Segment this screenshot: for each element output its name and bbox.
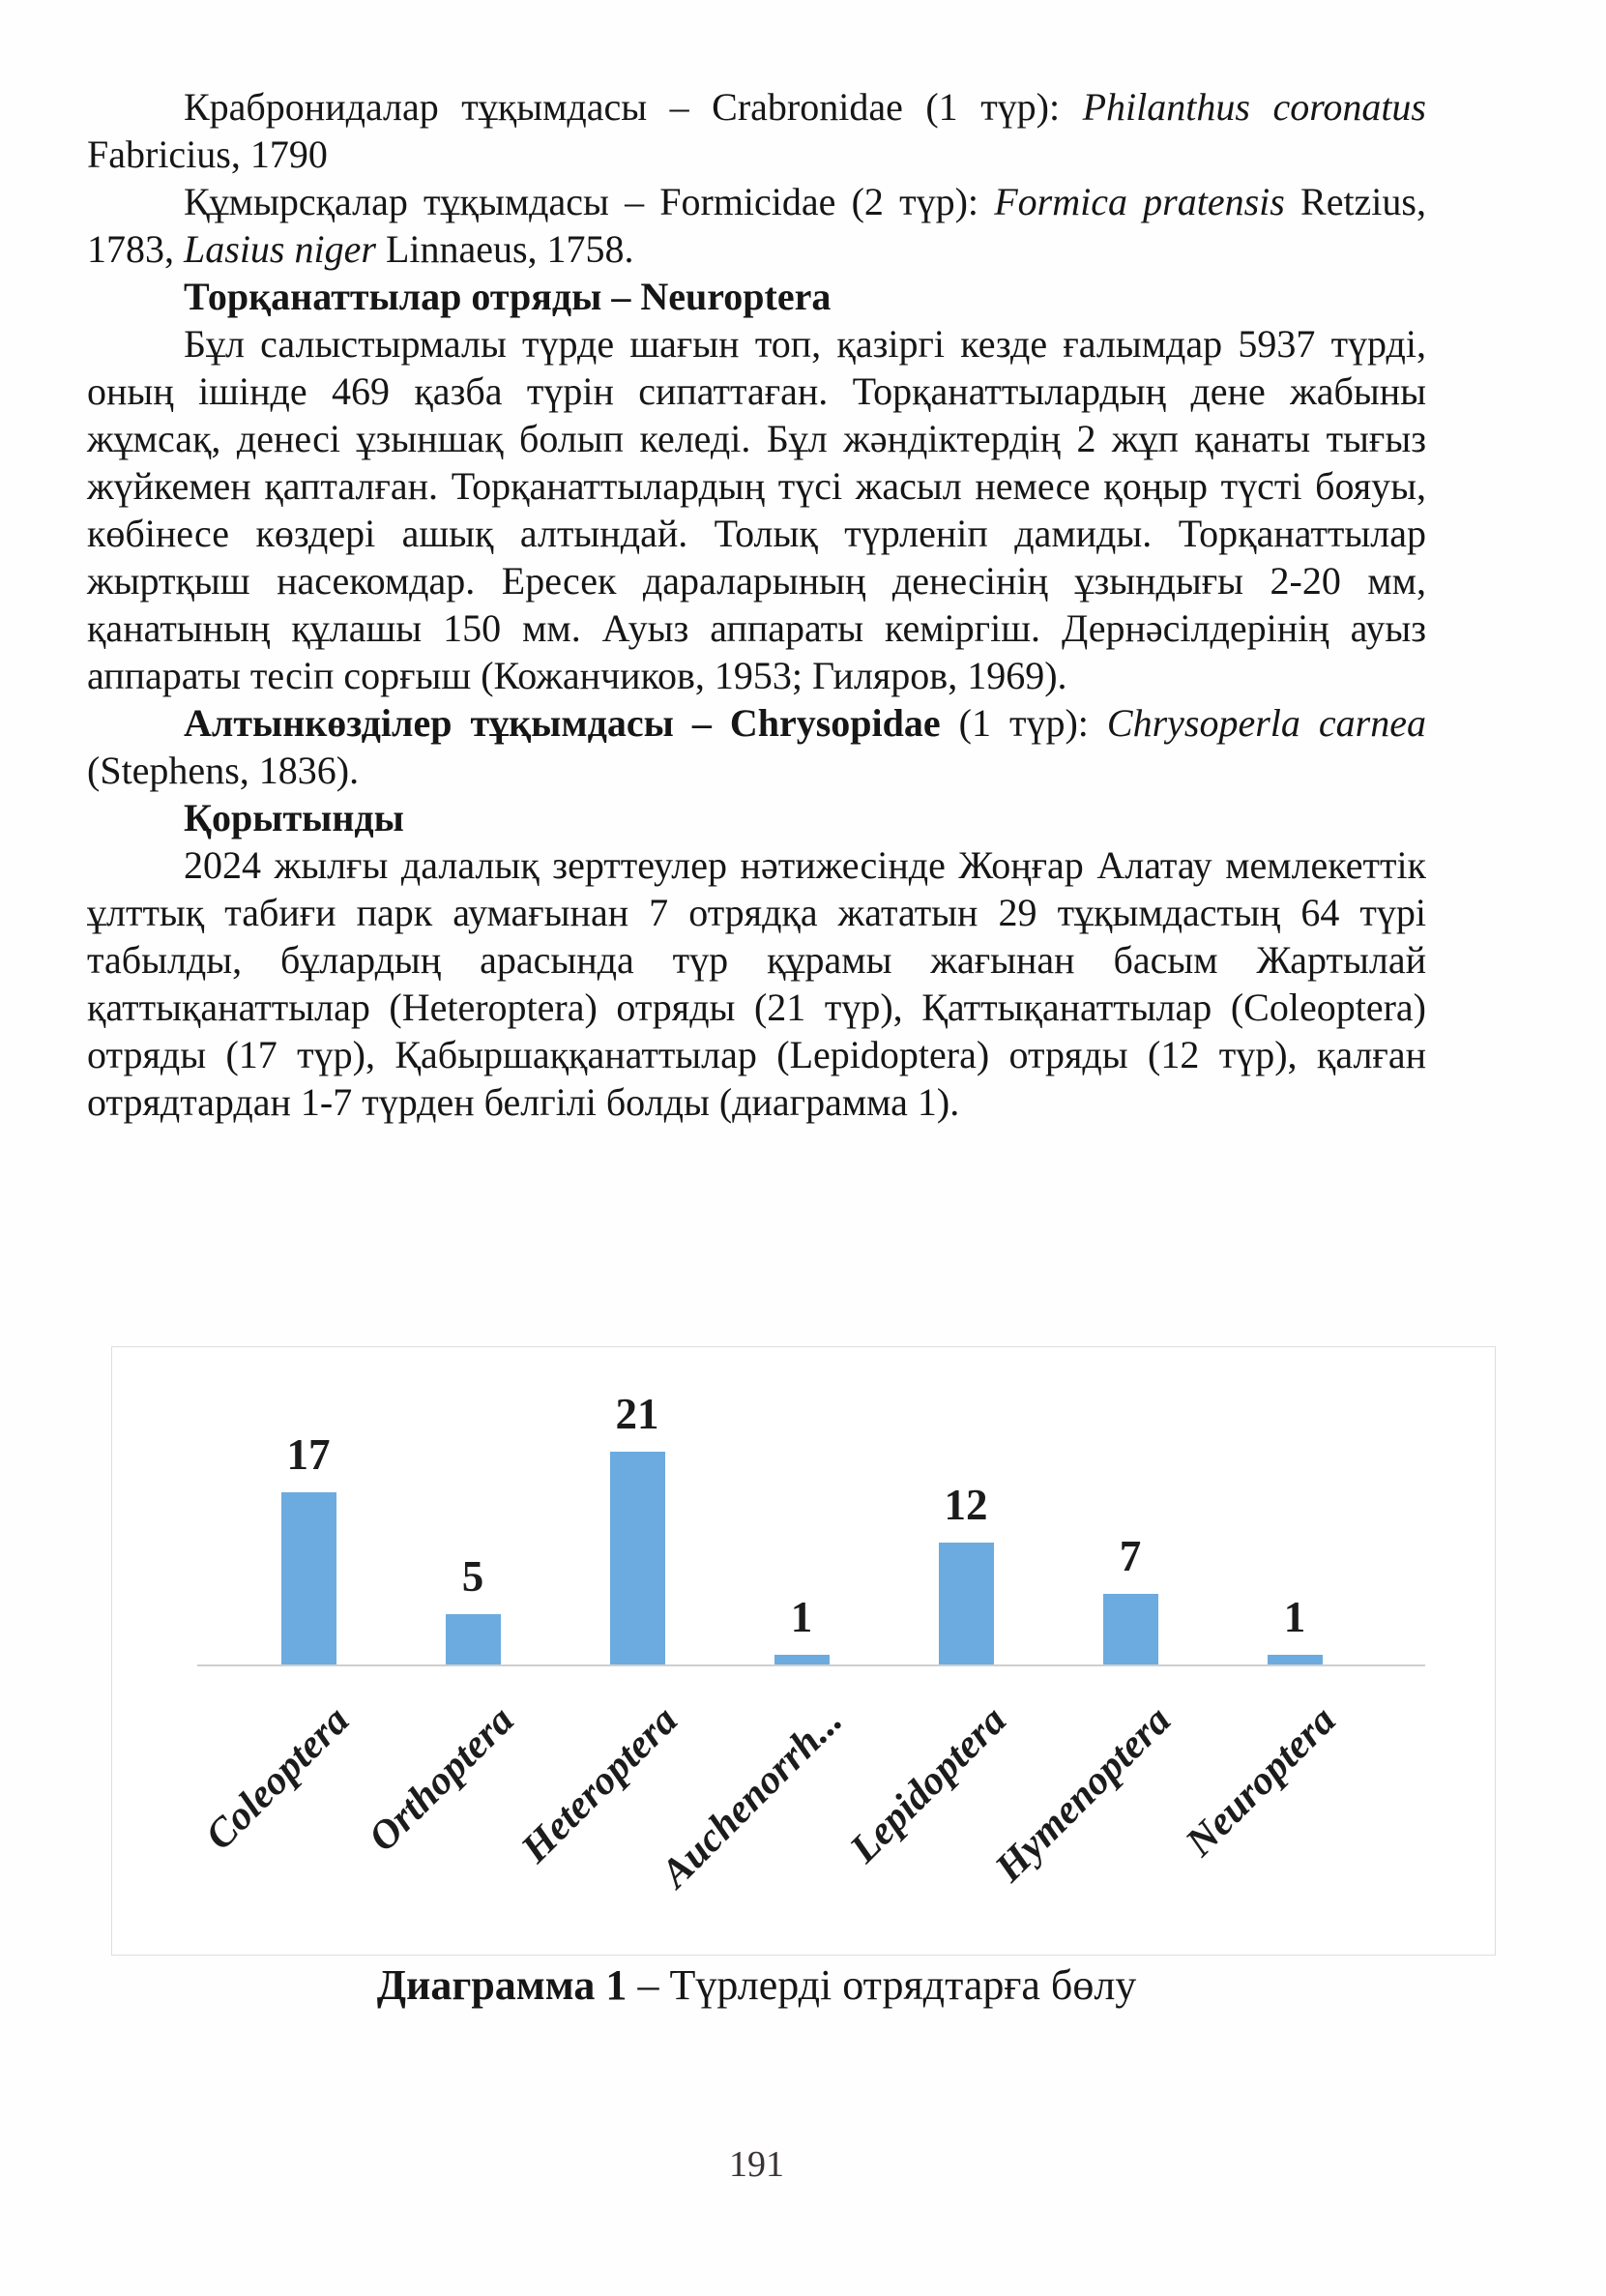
bar-cell: [884, 1347, 1048, 1664]
text-run: Крабронидалар тұқымдасы – Crabronidae (1 түр):: [184, 85, 1083, 129]
bar-value-label: 21: [615, 1389, 659, 1438]
caption-separator: –: [627, 1961, 670, 2009]
x-axis-label: Coleoptera: [197, 1697, 359, 1859]
bar-cell: [1212, 1347, 1377, 1664]
bar: [939, 1543, 994, 1664]
text-run: Бұл салыстырмалы түрде шағын топ, қазіргі кезде ғалымдар 5937 түрді, оның ішінде 469 қазба түрін сипаттаған. Торқанаттылардың дене жабыны жұмсақ, денесі ұзыншақ болып келеді. Бұл жәндіктердің 2 жұп қанаты тығыз жүйкемен қапталған. Торқанаттылардың түсі жасыл немесе қоңыр түсті бояуы, көбінесе көздері ашық алтындай. Толық түрленіп дамиды. Торқанаттылар жыртқыш насекомдар. Ересек дараларының денесінің ұзындығы 2-20 мм, қанатының құлашы 150 мм. Ауыз аппараты кеміргіш. Дернәсілдерінің ауыз аппараты тесіп сорғыш (Кожанчиков, 1953; Гиляров, 1969).: [87, 322, 1426, 697]
bar-value-label: 1: [1283, 1592, 1306, 1641]
bar-value-label: 17: [286, 1429, 331, 1479]
x-axis-label: Orthoptera: [360, 1697, 523, 1861]
bar-cell: [555, 1347, 719, 1664]
bar-value-label: 5: [461, 1551, 484, 1601]
x-axis-label: Lepidoptera: [841, 1697, 1016, 1872]
body-text: [87, 83, 1426, 1126]
heading: [87, 794, 1426, 841]
text-run: Құмырсқалар тұқымдасы – Formicidae (2 түр):: [184, 180, 995, 223]
text-run: Retzius, 1783,: [87, 180, 1426, 271]
bar: [1103, 1594, 1158, 1665]
text-run: Philanthus coronatus: [1082, 85, 1426, 129]
bar: [610, 1452, 665, 1665]
paragraph: [87, 699, 1426, 794]
text-run: Lasius niger: [184, 227, 376, 271]
bar: [774, 1655, 830, 1665]
bar-value-label: 1: [790, 1592, 813, 1641]
chart-plot-area: [226, 1347, 1377, 1664]
heading: [87, 273, 1426, 320]
paragraph: [87, 83, 1426, 178]
bar: [281, 1492, 336, 1665]
text-run: Fabricius, 1790: [87, 132, 328, 176]
bar-cell: [1048, 1347, 1212, 1664]
text-run: (1 түр):: [940, 701, 1107, 745]
text-run: (Stephens, 1836).: [87, 749, 360, 792]
bar-value-label: 7: [1119, 1531, 1142, 1580]
chart-caption: [87, 1959, 1426, 2012]
bar-value-label: 12: [944, 1481, 988, 1529]
x-axis-label: Hymenoptera: [987, 1697, 1181, 1891]
text-run: 2024 жылғы далалық зерттеулер нәтижесінде Жоңғар Алатау мемлекеттік ұлттық табиғи парк аумағынан 7 отрядқа жататын 29 тұқымдастың 64 түрі табылды, бұлардың арасында түр құрамы жағынан басым Жартылай қаттықанаттылар (Heteroptera) отряды (21 түр), Қаттықанаттылар (Coleoptera) отряды (17 түр), Қабыршаққанаттылар (Lepidoptera) отряды (12 түр), қалған отрядтардан 1-7 түрден белгілі болды (диаграмма 1).: [87, 843, 1426, 1124]
text-run: Торқанаттылар отряды – Neuroptera: [184, 275, 832, 318]
text-run: Chrysoperla carnea: [1106, 701, 1427, 745]
paragraph: [87, 841, 1426, 1126]
caption-text: Түрлерді отрядтарға бөлу: [669, 1961, 1137, 2009]
text-run: Formica pratensis: [994, 180, 1285, 223]
paragraph: [87, 320, 1426, 699]
caption-label: Диаграмма 1: [376, 1961, 628, 2009]
paragraph: [87, 178, 1426, 273]
bar-chart: [111, 1346, 1496, 1956]
bar: [1268, 1655, 1323, 1665]
x-axis-line: [197, 1664, 1425, 1666]
text-run: Алтынкөзділер тұқымдасы – Chrysopidae: [184, 701, 941, 745]
text-run: Linnaeus, 1758.: [375, 227, 634, 271]
bar-cell: [391, 1347, 555, 1664]
bar-cell: [719, 1347, 884, 1664]
x-axis-label: Heteroptera: [512, 1697, 687, 1872]
x-axis-label: Neuroptera: [1177, 1697, 1345, 1866]
x-axis-label: Auchenorrh...: [653, 1697, 852, 1897]
text-run: Қорытынды: [184, 796, 404, 839]
page-number: 191: [729, 2144, 784, 2185]
bar: [446, 1614, 501, 1665]
bar-cell: [226, 1347, 391, 1664]
